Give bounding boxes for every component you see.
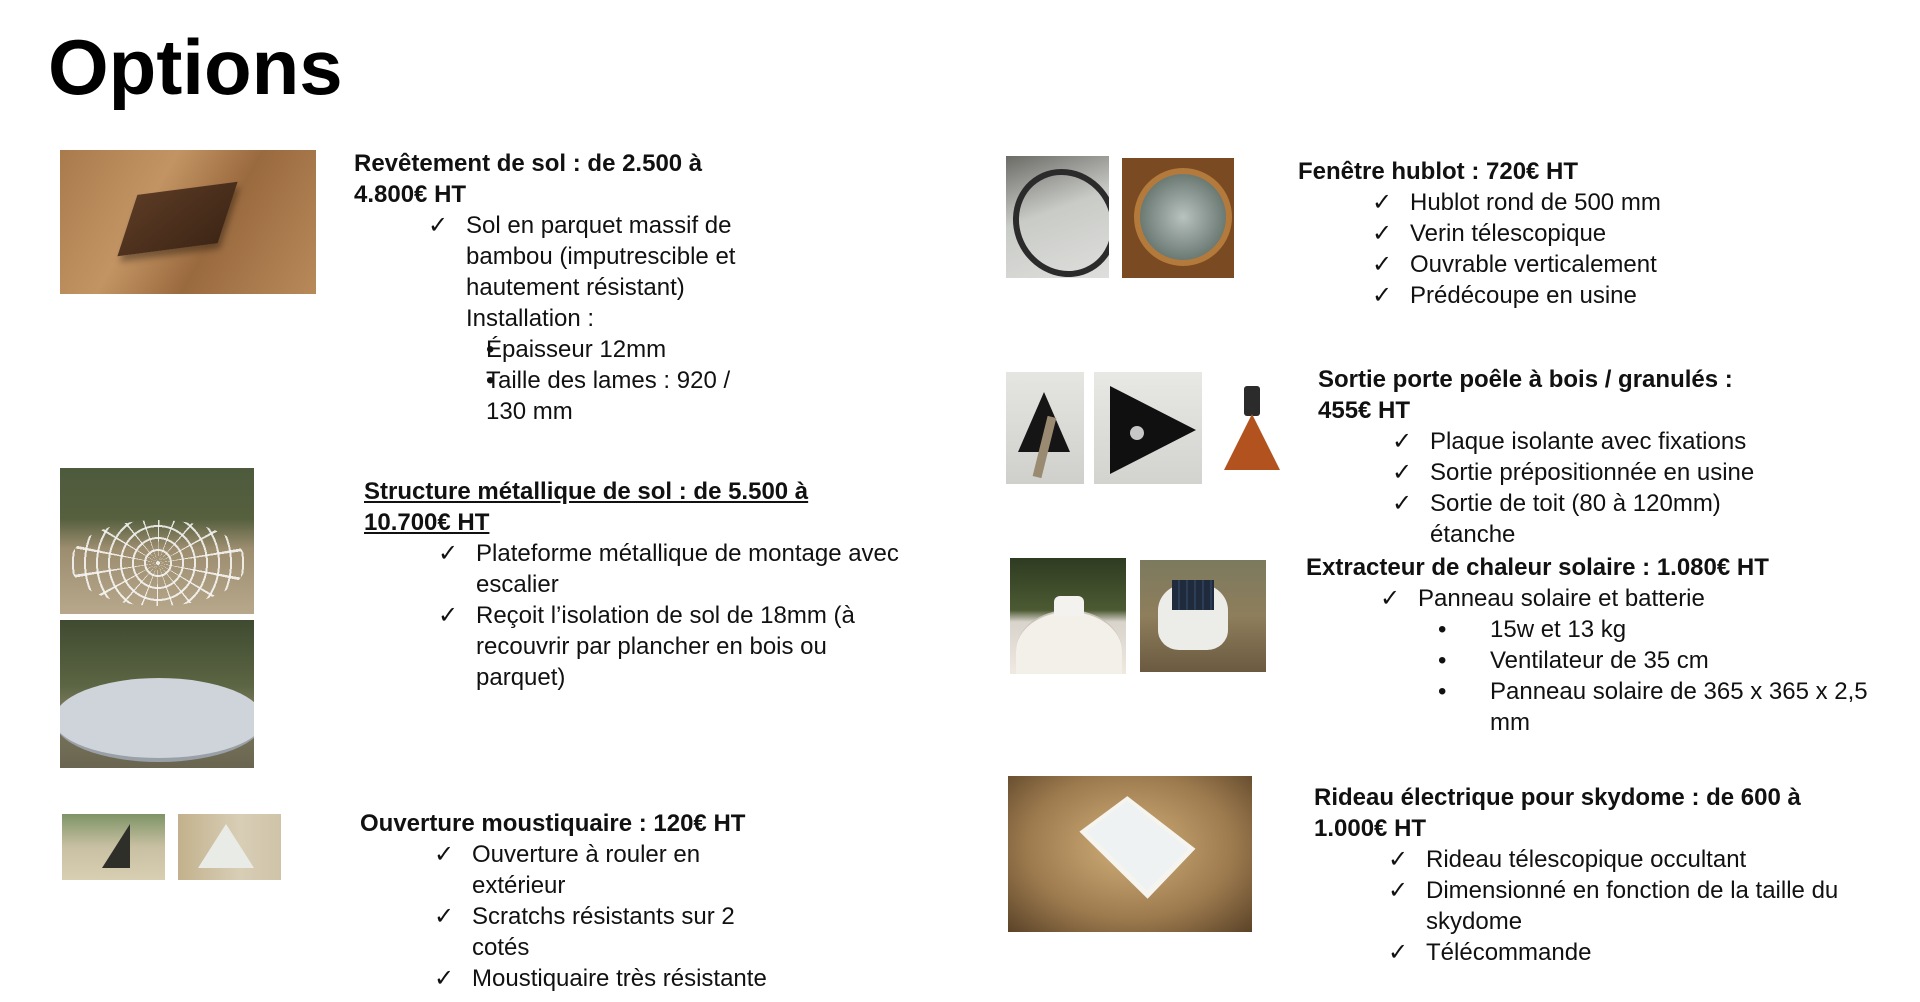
bullet-item: • 15w et 13 kg bbox=[1366, 614, 1906, 645]
check-item: ✓ Télécommande bbox=[1374, 937, 1894, 968]
option-floor-covering bbox=[354, 148, 794, 427]
solar-extractor-dome-photo bbox=[1010, 558, 1126, 674]
mosquito-opening-interior-photo bbox=[178, 814, 281, 880]
option-metal-structure bbox=[364, 476, 944, 693]
check-item: ✓ Sortie de toit (80 à 120mm) étanche bbox=[1378, 488, 1858, 550]
option-heading: Ouverture moustiquaire : 120€ HT bbox=[360, 810, 746, 837]
check-item: ✓ Sol en parquet massif de bambou (imputrescible et hautement résistant) bbox=[414, 210, 794, 303]
stove-plate-photo bbox=[1094, 372, 1202, 484]
solar-extractor-unit-photo bbox=[1140, 560, 1266, 672]
option-stove-exit bbox=[1318, 364, 1858, 550]
installation-note: Installation : bbox=[466, 305, 595, 332]
porthole-round-photo bbox=[1122, 158, 1234, 278]
skydome-curtain-photo bbox=[1008, 776, 1252, 932]
option-heading: Structure métallique de sol : de 5.500 à 10.700€ HT bbox=[364, 478, 809, 536]
check-item: ✓ Hublot rond de 500 mm bbox=[1358, 187, 1798, 218]
check-item: ✓ Prédécoupe en usine bbox=[1358, 280, 1798, 311]
option-heading: Rideau électrique pour skydome : de 600 à 1.000€ HT bbox=[1314, 784, 1801, 842]
stove-plate-pipe-photo bbox=[1006, 372, 1084, 484]
metal-frame-photo bbox=[60, 468, 254, 614]
bullet-item: • Épaisseur 12mm bbox=[414, 334, 794, 365]
option-heading: Sortie porte poêle à bois / granulés : 455€ HT bbox=[1318, 366, 1733, 424]
check-item: ✓ Reçoit l’isolation de sol de 18mm (à recouvrir par plancher en bois ou parquet) bbox=[424, 600, 944, 693]
stove-roof-exit-photo bbox=[1210, 376, 1294, 476]
check-item: ✓ Plaque isolante avec fixations bbox=[1378, 426, 1858, 457]
check-item: ✓ Dimensionné en fonction de la taille du skydome bbox=[1374, 875, 1894, 937]
option-mosquito-opening bbox=[360, 808, 860, 994]
check-item: ✓ Ouverture à rouler en extérieur bbox=[420, 839, 860, 901]
option-heading: Fenêtre hublot : 720€ HT bbox=[1298, 158, 1579, 185]
mosquito-opening-exterior-photo bbox=[62, 814, 165, 880]
metal-platform-photo bbox=[60, 620, 254, 768]
option-heading: Revêtement de sol : de 2.500 à 4.800€ HT bbox=[354, 150, 703, 208]
parquet-floor-photo bbox=[60, 150, 316, 294]
check-item: ✓ Moustiquaire très résistante bbox=[420, 963, 860, 994]
porthole-open-photo bbox=[1006, 156, 1109, 278]
check-item: ✓ Ouvrable verticalement bbox=[1358, 249, 1798, 280]
check-item: ✓ Verin télescopique bbox=[1358, 218, 1798, 249]
option-solar-extractor bbox=[1306, 552, 1906, 738]
page-title: Options bbox=[48, 23, 343, 111]
check-item: ✓ Rideau télescopique occultant bbox=[1374, 844, 1894, 875]
check-item: ✓ Sortie prépositionnée en usine bbox=[1378, 457, 1858, 488]
check-item: ✓ Scratchs résistants sur 2 cotés bbox=[420, 901, 860, 963]
bullet-item: • Ventilateur de 35 cm bbox=[1366, 645, 1906, 676]
check-item: ✓ Plateforme métallique de montage avec escalier bbox=[424, 538, 944, 600]
bullet-item: • Panneau solaire de 365 x 365 x 2,5 mm bbox=[1366, 676, 1906, 738]
option-skydome-curtain bbox=[1314, 782, 1894, 968]
option-heading: Extracteur de chaleur solaire : 1.080€ HT bbox=[1306, 554, 1769, 581]
bullet-item: • Taille des lames : 920 / 130 mm bbox=[414, 365, 794, 427]
option-porthole-window bbox=[1298, 156, 1798, 311]
check-item: ✓ Panneau solaire et batterie bbox=[1366, 583, 1906, 614]
